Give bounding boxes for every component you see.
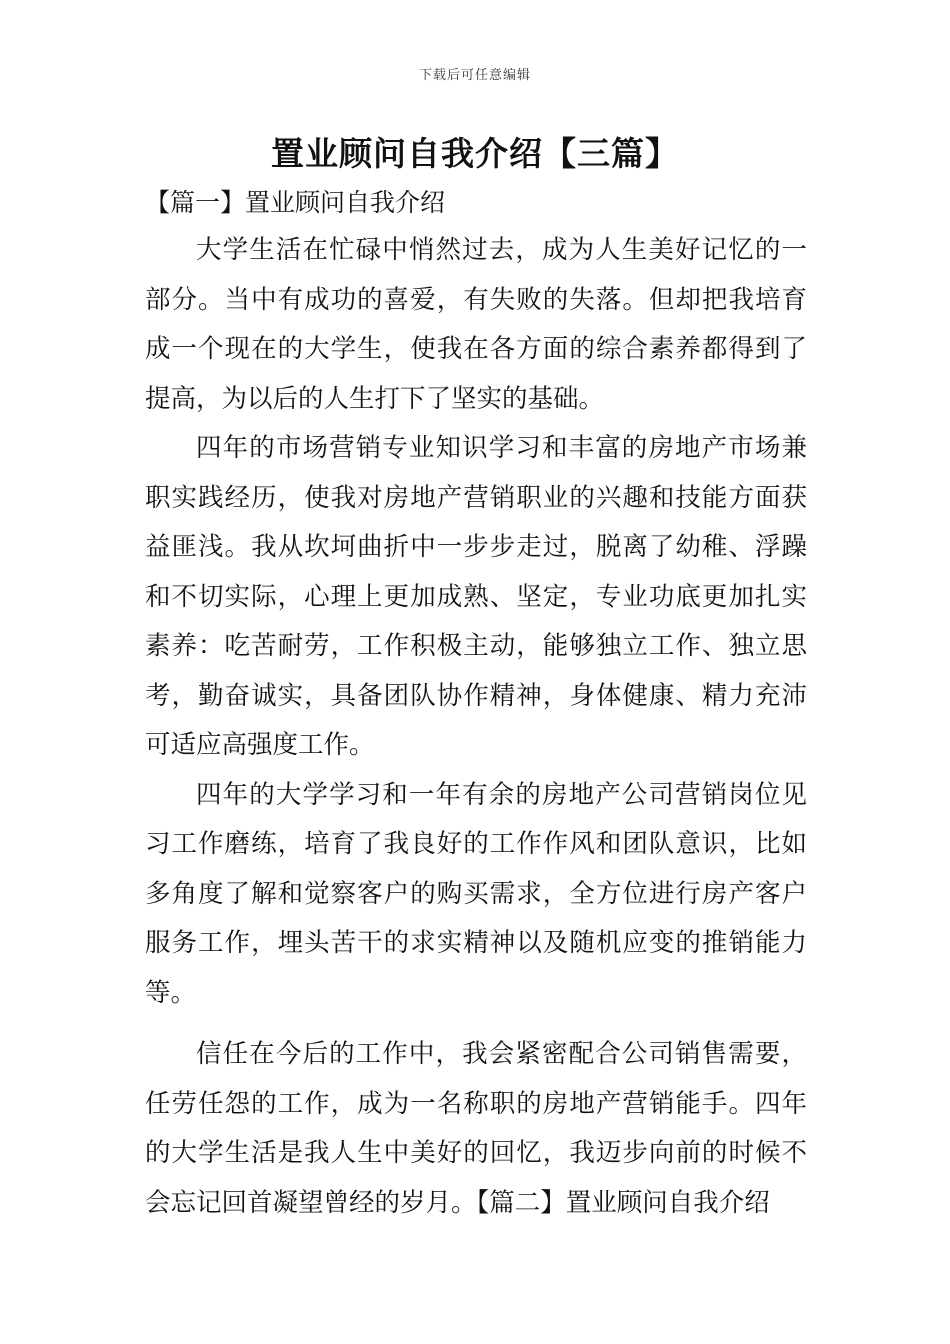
paragraph-text: 信任在今后的工作中，我会紧密配合公司销售需要，任劳任怨的工作，成为一名称职的房地产营销能手。四年的大学生活是我人生中美好的回忆，我迈步向前的时候不会忘记回首凝望曾经的岁月。 bbox=[145, 1039, 807, 1218]
document-body bbox=[145, 226, 807, 1228]
paragraph: 大学生活在忙碌中悄然过去，成为人生美好记忆的一部分。当中有成功的喜爱，有失败的失落。但却把我培育成一个现在的大学生，使我在各方面的综合素养都得到了提高，为以后的人生打下了坚实的基础。 bbox=[145, 235, 807, 414]
paragraph: 四年的市场营销专业知识学习和丰富的房地产市场兼职实践经历，使我对房地产营销职业的兴趣和技能方面获益匪浅。我从坎坷曲折中一步步走过，脱离了幼稚、浮躁和不切实际，心理上更加成熟、坚定，专业功底更加扎实素养：吃苦耐劳，工作积极主动，能够独立工作、独立思考，勤奋诚实，具备团队协作精神，身体健康、精力充沛可适应高强度工作。 bbox=[145, 433, 807, 760]
document-title: 置业顾问自我介绍【三篇】 bbox=[271, 134, 679, 173]
section-heading-2: 【篇二】置业顾问自我介绍 bbox=[476, 1187, 770, 1218]
section-heading-1: 【篇一】置业顾问自我介绍 bbox=[145, 188, 446, 217]
paragraph: 四年的大学学习和一年有余的房地产公司营销岗位见习工作磨练，培育了我良好的工作作风和团队意识，比如多角度了解和觉察客户的购买需求，全方位进行房产客户服务工作，埋头苦干的求实精神以及随机应变的推销能力等。 bbox=[145, 779, 807, 1008]
header-note: 下载后可任意编辑 bbox=[418, 68, 531, 83]
paragraph-with-heading bbox=[145, 1030, 807, 1228]
